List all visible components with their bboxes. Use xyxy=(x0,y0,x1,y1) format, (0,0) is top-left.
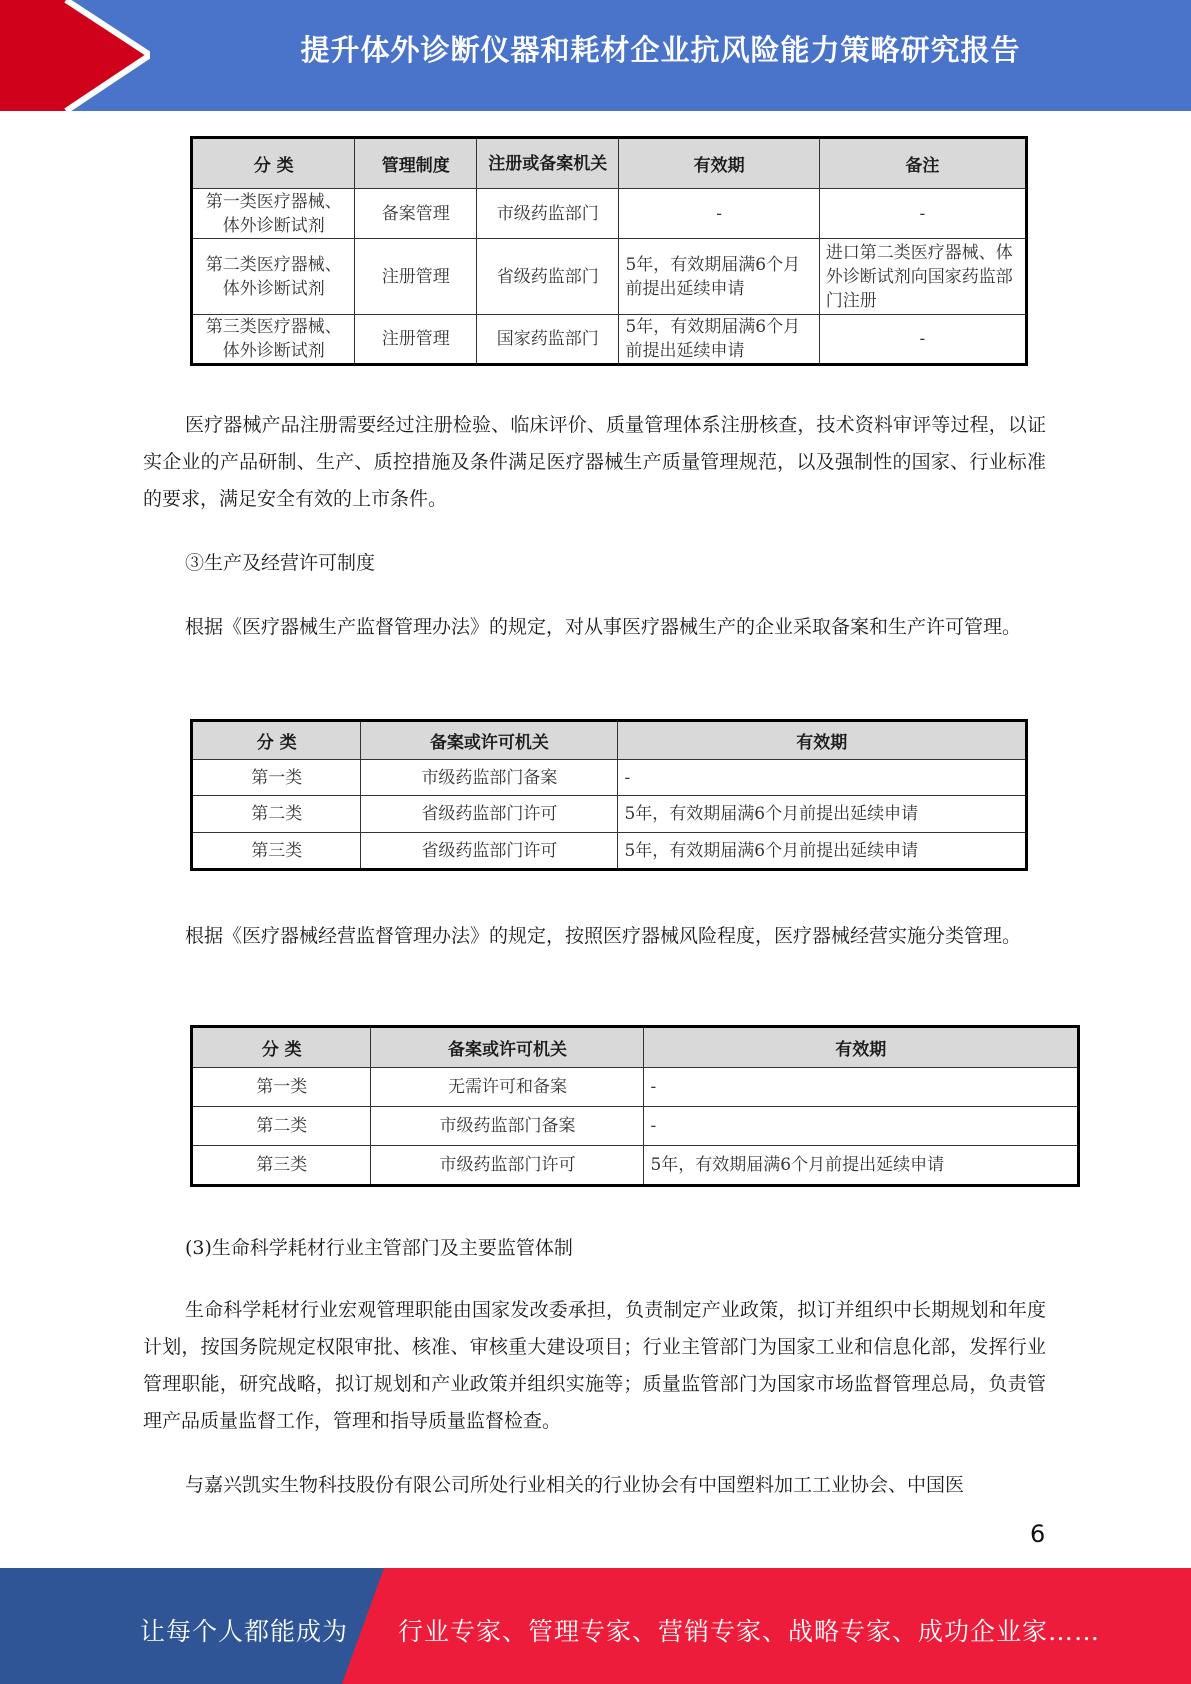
paragraph: 生命科学耗材行业宏观管理职能由国家发改委承担，负责制定产业政策，拟订并组织中长期规划和年度计划，按国务院规定权限审批、核准、审核重大建设项目；行业主管部门为国家工业和信息化部，发挥行业管理职能，研究战略，拟订规划和产业政策并组织实施等；质量监管部门为国家市场监督管理总局，负责管理产品质量监督工作，管理和指导质量监督检查。 xyxy=(143,1299,1046,1432)
table-cell: 5年，有效期届满6个月前提出延续申请 xyxy=(619,239,819,315)
table-header-cell: 分 类 xyxy=(192,1027,371,1068)
table-cell: 第一类 xyxy=(192,760,361,796)
production-license-table xyxy=(190,719,1028,871)
table-cell: 市级药监部门备案 xyxy=(371,1107,644,1146)
table-header-cell: 备注 xyxy=(819,138,1026,189)
table-header-cell: 备案或许可机关 xyxy=(361,721,618,760)
table-cell: 备案管理 xyxy=(355,189,477,239)
paragraph: 根据《医疗器械经营监督管理办法》的规定，按照医疗器械风险程度，医疗器械经营实施分类管理。 xyxy=(185,925,1022,947)
table-cell: 第二类医疗器械、体外诊断试剂 xyxy=(192,239,355,315)
table-cell: 注册管理 xyxy=(355,239,477,315)
table-cell: 第三类 xyxy=(192,833,361,870)
table-row xyxy=(192,239,1027,315)
table-cell: 5年，有效期届满6个月前提出延续申请 xyxy=(618,796,1027,833)
table-row xyxy=(192,1107,1079,1146)
table-header-cell: 管理制度 xyxy=(355,138,477,189)
table-cell: 第二类 xyxy=(192,796,361,833)
table-cell: - xyxy=(644,1107,1079,1146)
header-red-chevron-icon xyxy=(0,0,150,111)
registration-table xyxy=(190,136,1028,366)
table-cell: 省级药监部门 xyxy=(477,239,619,315)
table-row xyxy=(192,315,1027,365)
table-cell: - xyxy=(618,760,1027,796)
table-cell: 5年，有效期届满6个月前提出延续申请 xyxy=(619,315,819,365)
table-header-cell: 有效期 xyxy=(618,721,1027,760)
paragraph: 医疗器械产品注册需要经过注册检验、临床评价、质量管理体系注册核查，技术资料审评等过程，以证实企业的产品研制、生产、质控措施及条件满足医疗器械生产质量管理规范，以及强制性的国家、行业标准的要求，满足安全有效的上市条件。 xyxy=(143,414,1046,510)
table-row xyxy=(192,1068,1079,1107)
table-cell: 第一类医疗器械、体外诊断试剂 xyxy=(192,189,355,239)
section-heading: (3)生命科学耗材行业主管部门及主要监管体制 xyxy=(185,1237,573,1259)
table-header-cell: 有效期 xyxy=(619,138,819,189)
table-cell: 注册管理 xyxy=(355,315,477,365)
page-header xyxy=(0,0,1191,111)
page-footer xyxy=(0,1568,1191,1684)
table-header-cell: 分 类 xyxy=(192,138,355,189)
table-cell: 省级药监部门许可 xyxy=(361,833,618,870)
table-cell: 第三类医疗器械、体外诊断试剂 xyxy=(192,315,355,365)
table-cell: - xyxy=(619,189,819,239)
table-row xyxy=(192,189,1027,239)
section-heading: ③生产及经营许可制度 xyxy=(185,552,376,574)
table-row xyxy=(192,1146,1079,1186)
table-cell: 进口第二类医疗器械、体外诊断试剂向国家药监部门注册 xyxy=(819,239,1026,315)
table-header-cell: 备案或许可机关 xyxy=(371,1027,644,1068)
table-cell: - xyxy=(819,315,1026,365)
table-cell: 无需许可和备案 xyxy=(371,1068,644,1107)
table-cell: 5年，有效期届满6个月前提出延续申请 xyxy=(618,833,1027,870)
footer-slogan-left: 让每个人都能成为 xyxy=(140,1617,349,1646)
footer-slogan-right: 行业专家、管理专家、营销专家、战略专家、成功企业家…… xyxy=(398,1617,1101,1646)
table-cell: - xyxy=(644,1068,1079,1107)
table-cell: 第一类 xyxy=(192,1068,371,1107)
table-header-cell: 有效期 xyxy=(644,1027,1079,1068)
table-cell: 市级药监部门备案 xyxy=(361,760,618,796)
table-cell: 市级药监部门 xyxy=(477,189,619,239)
table-row xyxy=(192,833,1027,870)
table-cell: 第二类 xyxy=(192,1107,371,1146)
table-header-cell: 注册或备案机关 xyxy=(477,138,619,189)
business-license-table xyxy=(190,1025,1080,1187)
table-cell: 市级药监部门许可 xyxy=(371,1146,644,1186)
table-cell: 第三类 xyxy=(192,1146,371,1186)
table-row xyxy=(192,760,1027,796)
paragraph: 与嘉兴凯实生物科技股份有限公司所处行业相关的行业协会有中国塑料加工工业协会、中国医 xyxy=(185,1474,965,1496)
paragraph: 根据《医疗器械生产监督管理办法》的规定，对从事医疗器械生产的企业采取备案和生产许可管理。 xyxy=(185,616,1022,638)
table-cell: 5年，有效期届满6个月前提出延续申请 xyxy=(644,1146,1079,1186)
table-cell: 国家药监部门 xyxy=(477,315,619,365)
header-title: 提升体外诊断仪器和耗材企业抗风险能力策略研究报告 xyxy=(300,33,1021,67)
table-header-cell: 分 类 xyxy=(192,721,361,760)
table-cell: - xyxy=(819,189,1026,239)
page-number: 6 xyxy=(1030,1520,1046,1548)
table-row xyxy=(192,796,1027,833)
table-cell: 省级药监部门许可 xyxy=(361,796,618,833)
